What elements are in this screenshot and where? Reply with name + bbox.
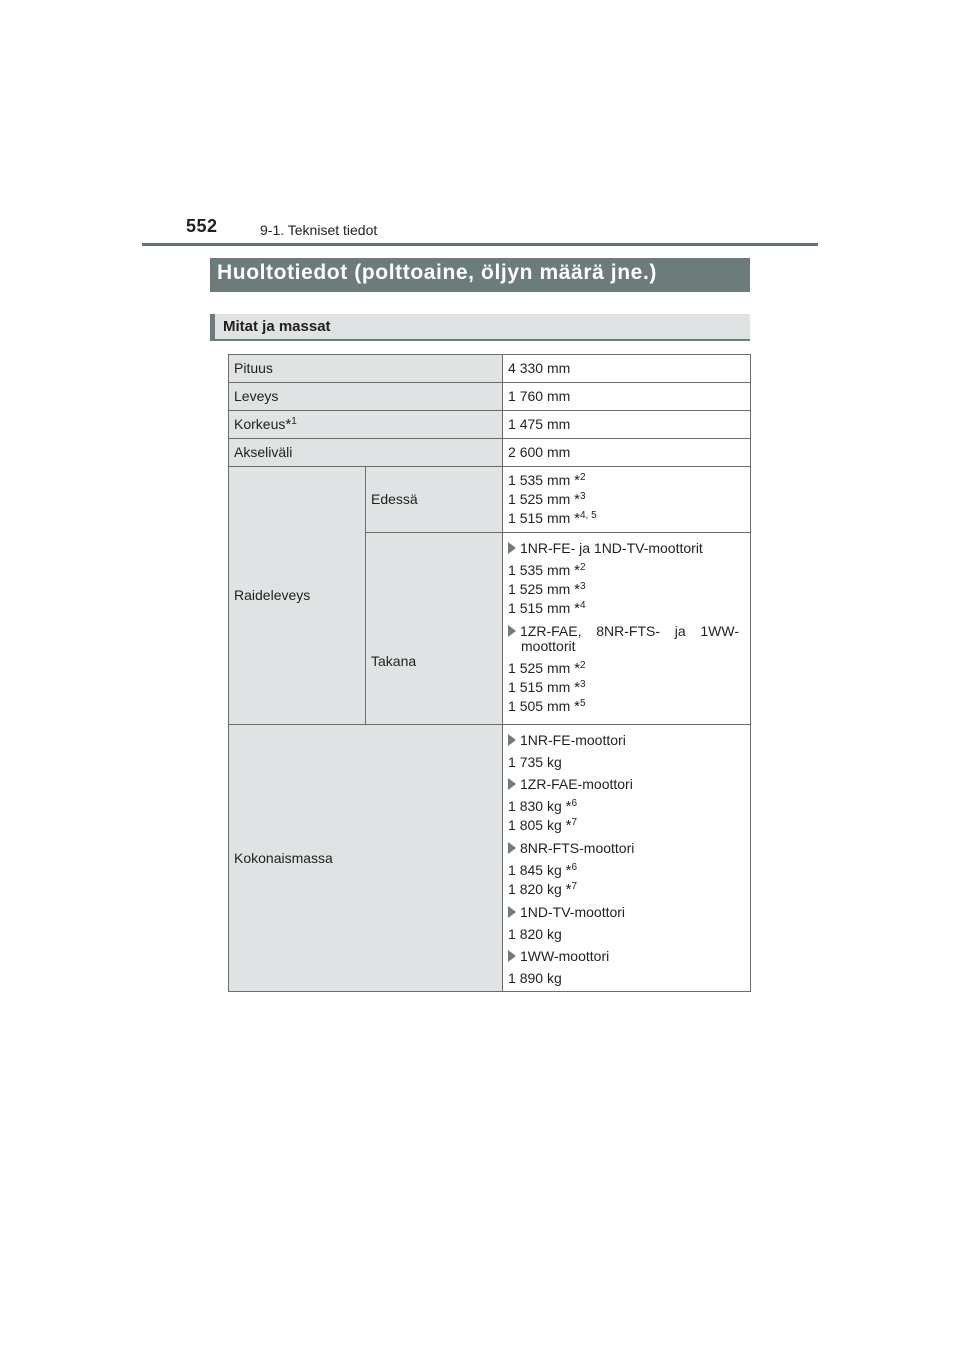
engine-heading-cont: moottorit xyxy=(521,638,576,654)
value-line: 1 525 mm *$^2$ xyxy=(508,660,586,677)
row-value xyxy=(503,533,751,725)
row-label: Raideleveys xyxy=(229,467,366,725)
row-value: 1 760 mm xyxy=(503,383,751,411)
row-label: Leveys xyxy=(229,383,503,411)
row-value: 1 475 mm xyxy=(503,411,751,439)
engine-heading: 1NR-FE- ja 1ND-TV-moottorit xyxy=(508,539,745,557)
subsection-accent xyxy=(210,314,215,341)
value-line: 1 820 kg *$^7$ xyxy=(508,881,578,898)
value-line: 1 890 kg xyxy=(508,970,562,986)
page-number: 552 xyxy=(186,216,218,236)
spec-table xyxy=(228,354,751,992)
subsection-title: Mitat ja massat xyxy=(223,318,331,335)
table-row xyxy=(229,383,751,411)
triangle-right-icon xyxy=(508,778,516,790)
table-row xyxy=(229,467,751,533)
engine-heading: 1WW-moottori xyxy=(508,947,745,965)
value-line: 1 805 kg *$^7$ xyxy=(508,817,578,834)
value-line: 1 845 kg *$^6$ xyxy=(508,862,578,879)
row-label: Pituus xyxy=(229,355,503,383)
triangle-right-icon xyxy=(508,542,516,554)
triangle-right-icon xyxy=(508,625,516,637)
table-row xyxy=(229,411,751,439)
value-line: 1 535 mm *$^2$ xyxy=(508,562,586,579)
value-line: 1 735 kg xyxy=(508,754,562,770)
row-value: 2 600 mm xyxy=(503,439,751,467)
value-line: 1 535 mm *$^2$ xyxy=(508,472,586,489)
table-row xyxy=(229,725,751,992)
sub-label: Edessä xyxy=(366,467,503,533)
row-value: 4 330 mm xyxy=(503,355,751,383)
value-line: 1 515 mm *$^3$ xyxy=(508,679,586,696)
value-line: 1 515 mm *$^4$ xyxy=(508,600,586,617)
value-line: 1 830 kg *$^6$ xyxy=(508,798,578,815)
subsection-bar xyxy=(210,314,750,341)
triangle-right-icon xyxy=(508,842,516,854)
header-rule xyxy=(142,243,818,246)
value-line: 1 525 mm *$^3$ xyxy=(508,581,586,598)
section-title-bar xyxy=(210,258,750,292)
footnote-ref: 1 xyxy=(291,416,297,427)
row-value xyxy=(503,725,751,992)
sub-label: Takana xyxy=(366,533,503,725)
label-text: Korkeus xyxy=(234,416,286,432)
value-line: 1 505 mm *$^5$ xyxy=(508,698,586,715)
engine-heading: 1ZR-FAE, 8NR-FTS- ja 1WW- xyxy=(508,622,745,640)
row-label: Kokonaismassa xyxy=(229,725,503,992)
row-label xyxy=(229,411,503,439)
row-value xyxy=(503,467,751,533)
engine-heading: 8NR-FTS-moottori xyxy=(508,839,745,857)
table-row xyxy=(229,439,751,467)
value-line: 1 820 kg xyxy=(508,926,562,942)
engine-heading: 1ZR-FAE-moottori xyxy=(508,775,745,793)
value-line: 1 515 mm *$^{4, 5}$ xyxy=(508,510,597,527)
engine-heading: 1NR-FE-moottori xyxy=(508,731,745,749)
section-title: Huoltotiedot (polttoaine, öljyn määrä jne.) xyxy=(217,261,657,284)
triangle-right-icon xyxy=(508,906,516,918)
engine-heading: 1ND-TV-moottori xyxy=(508,903,745,921)
table-row xyxy=(229,355,751,383)
footnote-star: * xyxy=(285,416,292,433)
value-line: 1 525 mm *$^3$ xyxy=(508,491,586,508)
triangle-right-icon xyxy=(508,734,516,746)
row-label: Akseliväli xyxy=(229,439,503,467)
triangle-right-icon xyxy=(508,950,516,962)
section-label: 9-1. Tekniset tiedot xyxy=(260,222,378,238)
